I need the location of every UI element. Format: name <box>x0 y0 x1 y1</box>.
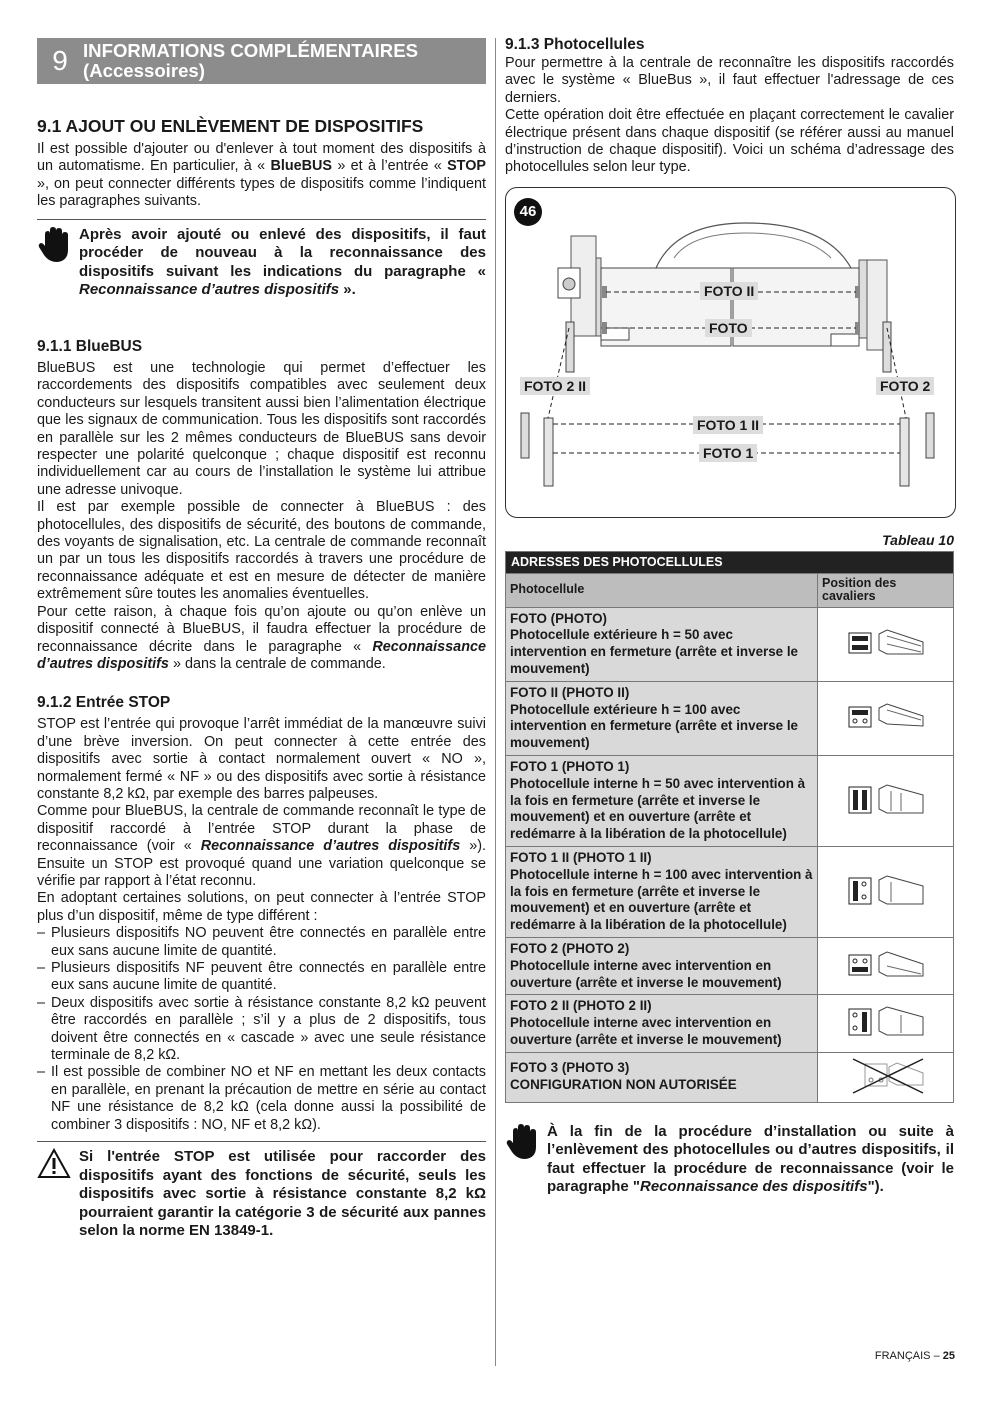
row-desc: Photocellule extérieure h = 50 avec intervention en fermeture (arrête et inverse le mouvement) <box>510 627 799 677</box>
jumper-diagram <box>818 847 954 938</box>
column-divider <box>495 38 496 1366</box>
table-row <box>506 937 954 994</box>
row-name: FOTO 2 II (PHOTO 2 II) <box>510 998 652 1014</box>
warning-text: Si l'entrée STOP est utilisée pour raccorder des dispositifs ayant des fonctions de sécurité, seuls les dispositifs avec sortie à résistance constante 8,2 kΩ pourraient garantir la catégorie 3 de sécurité aux pannes selon la norme EN 13849-1. <box>79 1148 486 1240</box>
column-header: Photocellule <box>506 573 818 607</box>
label-foto-2: FOTO 2 <box>876 377 934 395</box>
heading-9-1-3: 9.1.3 Photocellules <box>505 36 645 53</box>
table-caption: Tableau 10 <box>882 531 954 548</box>
paragraph-bluebus-1: BlueBUS est une technologie qui permet d’effectuer les raccordements des dispositifs compatibles avec seulement deux conducteurs sur lesquels transitent aussi bien l’alimentation électrique que les signaux de communication. Tous les dispositifs sont raccordés en parallèle sur les 2 mêmes conducteurs de BlueBUS sans devoir respecter une polarité quelconque ; chaque dispositif est reconnu individuellement car au cours de l’installation le système lui attribue une adresse univoque. <box>37 360 486 498</box>
list-item: – Plusieurs dispositifs NO peuvent être connectés en parallèle entre eux sans aucune limite de quantité. <box>37 925 486 960</box>
jumper-diagram <box>818 937 954 994</box>
list-item: – Deux dispositifs avec sortie à résistance constante 8,2 kΩ peuvent être raccordés en parallèle ; s’il y a plus de 2 dispositifs, tous doivent être connectés en « cascade » avec une seule résistance terminale de 8,2 kΩ. <box>37 995 486 1065</box>
hand-stop-icon <box>505 1123 547 1197</box>
row-name: FOTO 2 (PHOTO 2) <box>510 940 630 956</box>
row-desc: Photocellule interne h = 50 avec intervention à la fois en fermeture (arrête et inverse le mouvement) et en ouverture (arrête et redémarre à la libération de la photocellule) <box>510 775 806 842</box>
left-column <box>37 38 486 1241</box>
paragraph-9-1: Il est possible d'ajouter ou d'enlever à tout moment des dispositifs à un automatisme. En particulier, à « BlueBUS » et à l’entrée « STOP », on peut connecter différents types de dispositifs comme l’indiquent les paragraphes suivants. <box>37 141 486 210</box>
table-row <box>506 681 954 755</box>
row-desc: Photocellule interne h = 100 avec intervention à la fois en fermeture (arrête et inverse le mouvement) et en ouverture (arrête et redémarre à la libération de la photocellule) <box>510 866 813 933</box>
label-foto-ii: FOTO II <box>700 282 758 300</box>
jumper-diagram <box>818 607 954 681</box>
row-name: FOTO 3 (PHOTO 3) <box>510 1060 630 1076</box>
heading-9-1-1: 9.1.1 BlueBUS <box>37 338 143 355</box>
jumper-diagram-not-allowed <box>818 1052 954 1102</box>
table-row <box>506 756 954 847</box>
paragraph-bluebus-3: Pour cette raison, à chaque fois qu’on ajoute ou qu’on enlève un dispositif connecté à BlueBUS, il faudra effectuer la procédure de reconnaissance décrite dans le paragraphe « Reconnaissance d’autres dispositifs » dans la centrale de commande. <box>37 603 486 672</box>
final-note-text: À la fin de la procédure d’installation ou suite à l’enlèvement des photocellules ou d’autres dispositifs, il faut effectuer la procédure de reconnaissance (voir le paragraphe "Reconnaissance des dispositifs"). <box>547 1122 954 1196</box>
paragraph-photocells-1: Pour permettre à la centrale de reconnaître les dispositifs raccordés avec le système « BlueBus », il faut effectuer l'adressage de ces derniers. <box>505 55 954 106</box>
section-number: 9 <box>52 45 68 76</box>
row-name: FOTO (PHOTO) <box>510 610 607 626</box>
row-name: FOTO 1 (PHOTO 1) <box>510 759 630 775</box>
paragraph-stop-3: En adoptant certaines solutions, on peut connecter à l’entrée STOP plus d’un dispositif, même de type différent : <box>37 890 486 924</box>
note-recognition <box>37 219 486 300</box>
table-row <box>506 847 954 938</box>
note-text: Après avoir ajouté ou enlevé des dispositifs, il faut procéder de nouveau à la reconnaissance des dispositifs suivant les indications du paragraphe « Reconnaissance d’autres dispositifs ». <box>79 225 486 299</box>
jumper-diagram <box>818 995 954 1052</box>
jumper-diagram <box>818 756 954 847</box>
list-item: – Il est possible de combiner NO et NF en mettant les deux contacts en parallèle, en prenant la précaution de mettre en série au contact NF une résistance de 8,2 kΩ (cela donne aussi la possibilité de combiner 3 dispositifs : NO, NF et 8,2 kΩ). <box>37 1064 486 1134</box>
row-desc: Photocellule interne avec intervention en ouverture (arrête et inverse le mouvement) <box>510 957 782 990</box>
figure-46 <box>505 187 956 518</box>
column-header: Position des cavaliers <box>818 573 954 607</box>
page-number: 25 <box>942 1350 955 1362</box>
hand-stop-icon <box>37 226 79 300</box>
warning-note <box>37 1141 486 1241</box>
table-row <box>506 607 954 681</box>
right-column <box>505 36 954 1197</box>
paragraph-bluebus-2: Il est par exemple possible de connecter à BlueBUS : des photocellules, des dispositifs de sécurité, des boutons de commande, des voyants de signalisation, etc. La centrale de commande reconnaît un par un tous les dispositifs raccordés à travers une procédure de reconnaissance adéquate et est en mesure de détecter de manière extrêmement sûre toutes les anomalies éventuelles. <box>37 499 486 603</box>
paragraph-photocells-2: Cette opération doit être effectuée en plaçant correctement le cavalier électrique présent dans chaque dispositif (se référer aussi au manuel d’instruction de chaque dispositif). Voici un schéma d’adressage des photocellules selon leur type. <box>505 107 954 176</box>
paragraph-stop-1: STOP est l’entrée qui provoque l’arrêt immédiat de la manœuvre suivi d’une brève inversion. On peut connecter à cette entrée des dispositifs avec sortie à contact normalement ouvert « NO », normalement fermé « NF » ou des dispositifs avec sortie à résistance constante 8,2 kΩ, par exemple des barres palpeuses. <box>37 716 486 802</box>
row-name: FOTO II (PHOTO II) <box>510 684 630 700</box>
label-foto-1: FOTO 1 <box>699 444 757 462</box>
stop-list <box>37 925 486 1134</box>
list-item: – Plusieurs dispositifs NF peuvent être connectés en parallèle entre eux sans aucune limite de quantité. <box>37 960 486 995</box>
photocell-diagram <box>506 188 955 517</box>
row-name: FOTO 1 II (PHOTO 1 II) <box>510 850 652 865</box>
row-desc: Photocellule interne avec intervention en ouverture (arrête et inverse le mouvement) <box>510 1015 782 1047</box>
jumper-diagram <box>818 681 954 755</box>
warning-icon <box>37 1148 79 1241</box>
heading-9-1-2: 9.1.2 Entrée STOP <box>37 694 171 712</box>
table-row <box>506 995 954 1052</box>
page-footer: FRANÇAIS – 25 <box>874 1350 955 1362</box>
label-foto-2-ii: FOTO 2 II <box>520 377 590 395</box>
label-foto-1-ii: FOTO 1 II <box>693 416 763 434</box>
heading-9-1: 9.1 AJOUT OU ENLÈVEMENT DE DISPOSITIFS <box>37 116 424 136</box>
label-foto: FOTO <box>705 319 752 337</box>
final-note <box>505 1117 954 1197</box>
paragraph-stop-2: Comme pour BlueBUS, la centrale de commande reconnaît le type de dispositif raccordé à l’entrée STOP durant la phase de reconnaissance (voir « Reconnaissance d’autres dispositifs »). Ensuite un STOP est provoqué quand une variation quelconque se vérifie par rapport à l’état reconnu. <box>37 803 486 889</box>
table-title: ADRESSES DES PHOTOCELLULES <box>506 551 954 573</box>
photocell-address-table <box>505 551 954 1103</box>
section-title: INFORMATIONS COMPLÉMENTAIRES (Accessoires) <box>83 40 419 81</box>
row-desc: CONFIGURATION NON AUTORISÉE <box>510 1077 737 1093</box>
row-desc: Photocellule extérieure h = 100 avec intervention en fermeture (arrête et inverse le mouvement) <box>510 701 799 751</box>
section-header <box>37 38 486 84</box>
table-row <box>506 1052 954 1102</box>
figure-number: 46 <box>514 198 542 226</box>
